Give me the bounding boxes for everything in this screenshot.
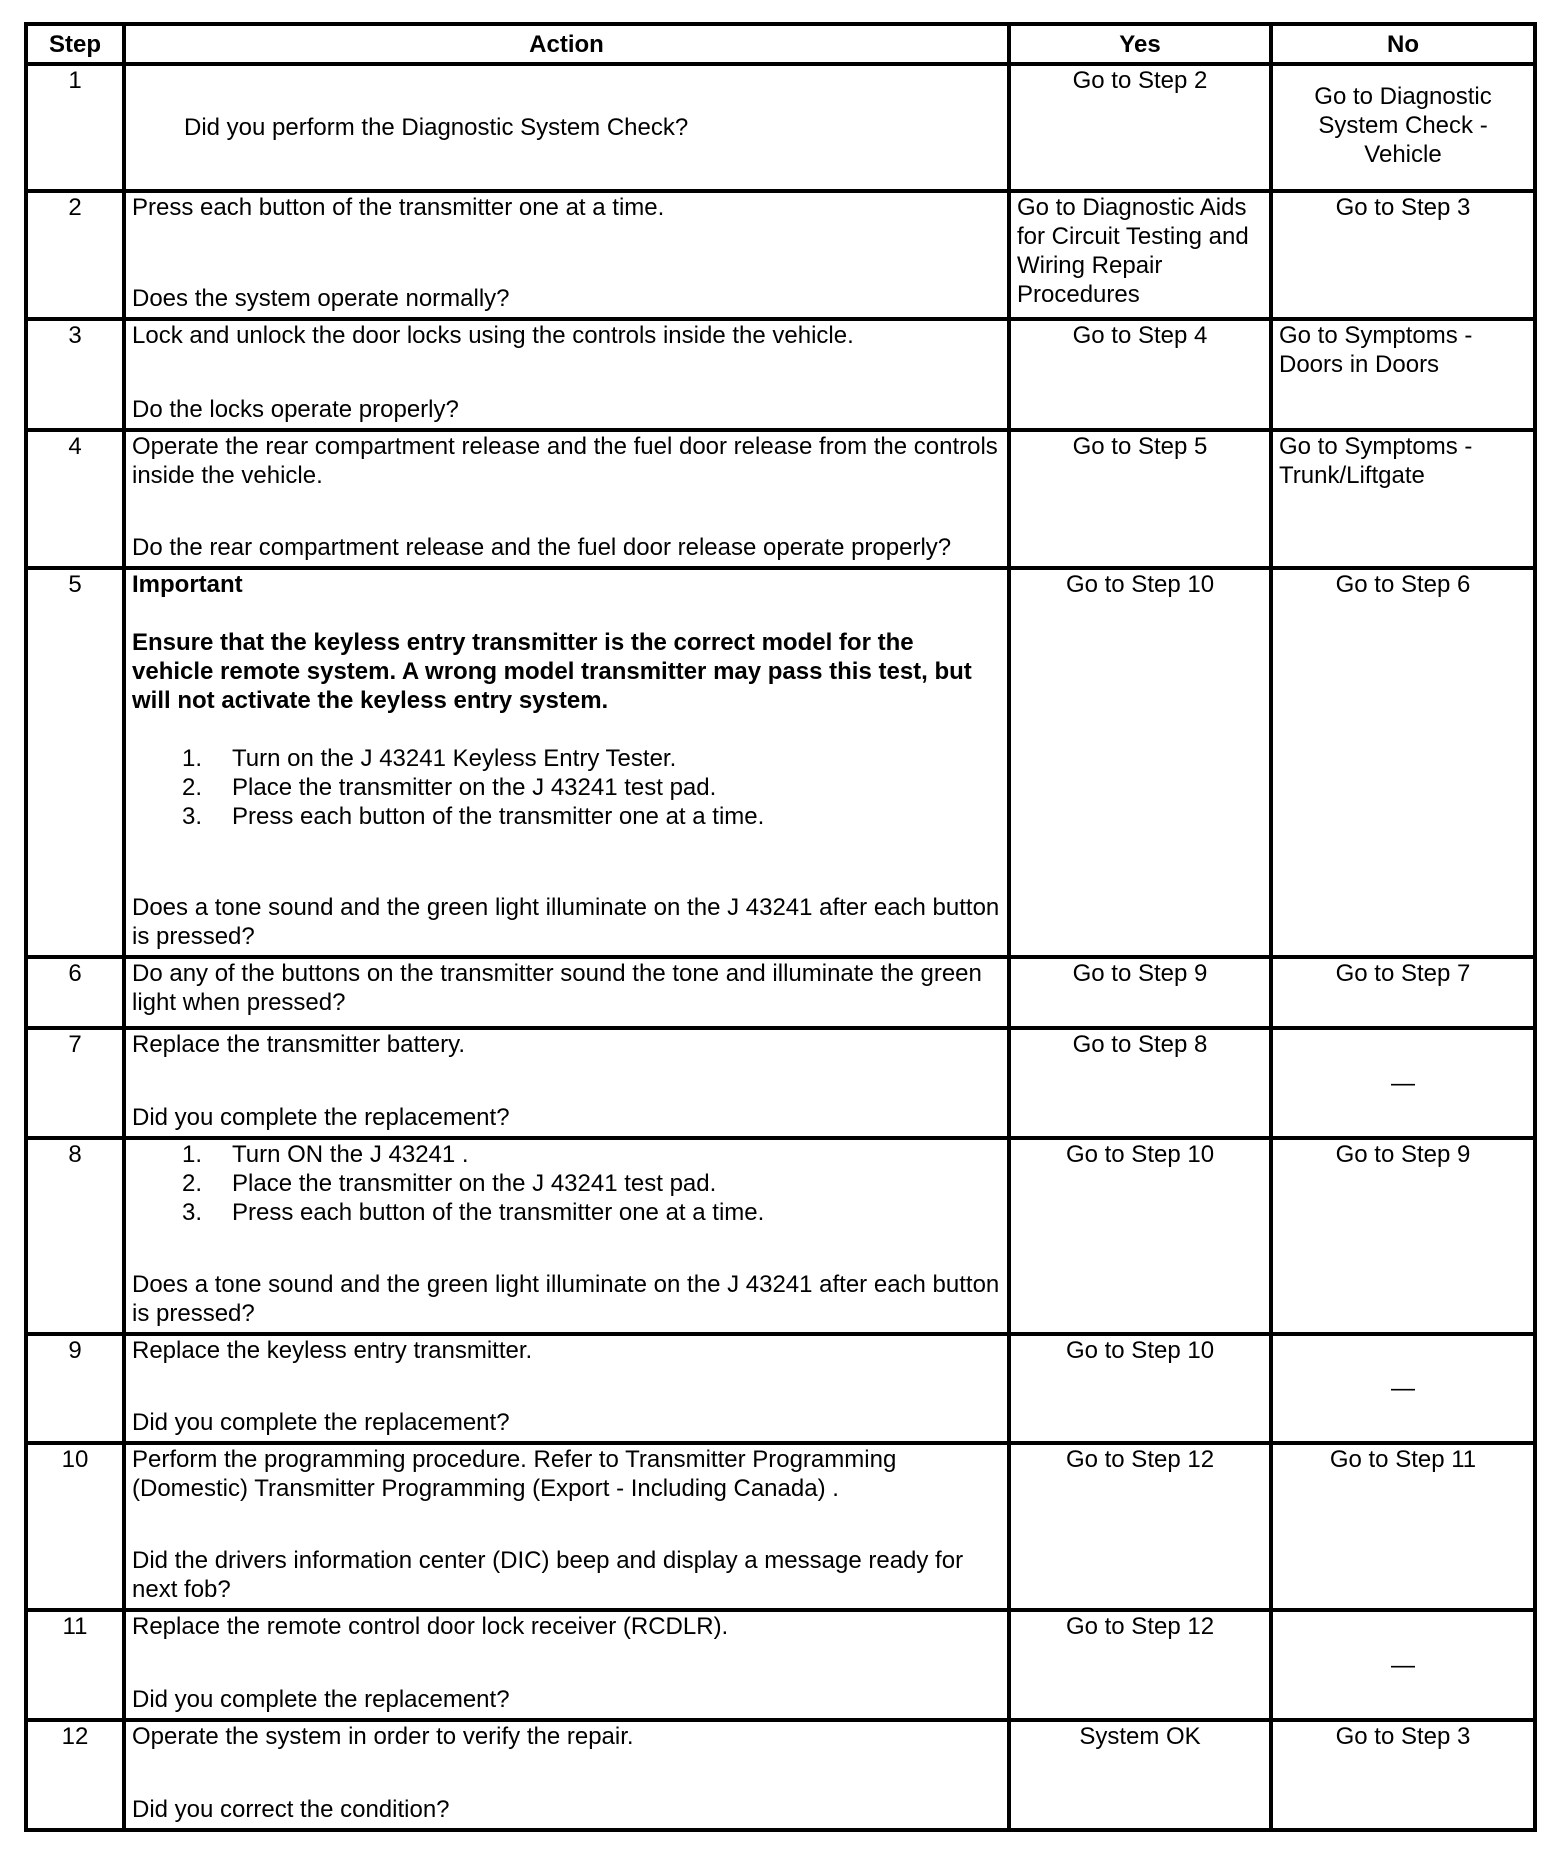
action-cell xyxy=(124,191,1009,319)
list-item: 1. Turn on the J 43241 Keyless Entry Tester. xyxy=(182,745,677,772)
no-cell: Go to Step 7 xyxy=(1271,957,1535,1028)
action-cell xyxy=(124,319,1009,430)
header-step: Step xyxy=(26,24,124,64)
instruction-text: Operate the rear compartment release and the fuel door release from the controls inside the vehicle. xyxy=(132,433,998,489)
no-cell: — xyxy=(1271,1610,1535,1720)
yes-cell: Go to Step 12 xyxy=(1009,1443,1271,1610)
diagnostic-table xyxy=(24,22,1537,1832)
step-number: 9 xyxy=(26,1334,124,1443)
question-text: Did you perform the Diagnostic System Check? xyxy=(184,114,689,141)
header-row xyxy=(26,24,1535,64)
list-item: 3. Press each button of the transmitter one at a time. xyxy=(182,803,765,830)
no-cell: Go to Step 11 xyxy=(1271,1443,1535,1610)
no-cell: — xyxy=(1271,1028,1535,1138)
yes-cell: Go to Step 10 xyxy=(1009,1334,1271,1443)
yes-cell: Go to Step 10 xyxy=(1009,1138,1271,1334)
step-number: 4 xyxy=(26,430,124,568)
question-text: Did you complete the replacement? xyxy=(132,1686,510,1713)
step-number: 7 xyxy=(26,1028,124,1138)
no-cell: — xyxy=(1271,1334,1535,1443)
header-action: Action xyxy=(124,24,1009,64)
list-item: 1. Turn ON the J 43241 . xyxy=(182,1141,469,1168)
no-cell: Go to Symptoms - Trunk/Liftgate xyxy=(1271,430,1535,568)
procedure-list xyxy=(132,744,1001,831)
question-text: Did the drivers information center (DIC) beep and display a message ready for next fob? xyxy=(132,1547,964,1603)
no-cell: Go to Step 6 xyxy=(1271,568,1535,957)
action-cell xyxy=(124,430,1009,568)
no-cell: Go to Diagnostic System Check - Vehicle xyxy=(1271,64,1535,191)
no-cell: Go to Step 3 xyxy=(1271,191,1535,319)
action-cell xyxy=(124,1334,1009,1443)
no-cell: Go to Symptoms - Doors in Doors xyxy=(1271,319,1535,430)
question-text: Does the system operate normally? xyxy=(132,285,510,312)
step-number: 6 xyxy=(26,957,124,1028)
action-cell xyxy=(124,957,1009,1028)
action-cell xyxy=(124,1720,1009,1830)
question-text: Does a tone sound and the green light illuminate on the J 43241 after each button is pressed? xyxy=(132,894,1000,950)
yes-cell: Go to Step 10 xyxy=(1009,568,1271,957)
table-row xyxy=(26,191,1535,319)
instruction-text: Lock and unlock the door locks using the controls inside the vehicle. xyxy=(132,322,854,349)
table-row xyxy=(26,1720,1535,1830)
table-row xyxy=(26,1443,1535,1610)
question-text: Do the rear compartment release and the fuel door release operate properly? xyxy=(132,534,952,561)
step-number: 1 xyxy=(26,64,124,191)
question-text: Do any of the buttons on the transmitter sound the tone and illuminate the green light when pressed? xyxy=(132,960,982,1016)
step-number: 10 xyxy=(26,1443,124,1610)
table-row xyxy=(26,1138,1535,1334)
question-text: Did you complete the replacement? xyxy=(132,1409,510,1436)
question-text: Did you correct the condition? xyxy=(132,1796,450,1823)
table-row xyxy=(26,319,1535,430)
table-row xyxy=(26,64,1535,191)
step-number: 12 xyxy=(26,1720,124,1830)
instruction-text: Perform the programming procedure. Refer to Transmitter Programming (Domestic) Transmitter Programming (Export - Including Canada) . xyxy=(132,1446,897,1502)
table-row xyxy=(26,430,1535,568)
table-row xyxy=(26,568,1535,957)
procedure-list xyxy=(132,1140,1001,1227)
question-text: Does a tone sound and the green light illuminate on the J 43241 after each button is pressed? xyxy=(132,1271,1000,1327)
action-cell xyxy=(124,1443,1009,1610)
yes-cell: Go to Step 9 xyxy=(1009,957,1271,1028)
header-yes: Yes xyxy=(1009,24,1271,64)
list-item: 2. Place the transmitter on the J 43241 test pad. xyxy=(182,774,717,801)
action-cell xyxy=(124,1610,1009,1720)
important-text: Ensure that the keyless entry transmitter is the correct model for the vehicle remote system. A wrong model transmitter may pass this test, but will not activate the keyless entry system. xyxy=(132,629,972,714)
yes-cell: Go to Diagnostic Aids for Circuit Testing and Wiring Repair Procedures xyxy=(1009,191,1271,319)
table-row xyxy=(26,957,1535,1028)
list-item: 3. Press each button of the transmitter one at a time. xyxy=(182,1199,765,1226)
yes-cell: Go to Step 4 xyxy=(1009,319,1271,430)
instruction-text: Replace the remote control door lock receiver (RCDLR). xyxy=(132,1613,729,1640)
question-text: Did you complete the replacement? xyxy=(132,1104,510,1131)
yes-cell: Go to Step 2 xyxy=(1009,64,1271,191)
step-number: 8 xyxy=(26,1138,124,1334)
action-cell xyxy=(124,1138,1009,1334)
no-cell: Go to Step 9 xyxy=(1271,1138,1535,1334)
instruction-text: Replace the transmitter battery. xyxy=(132,1031,466,1058)
table-row xyxy=(26,1334,1535,1443)
yes-cell: Go to Step 12 xyxy=(1009,1610,1271,1720)
step-number: 5 xyxy=(26,568,124,957)
instruction-text: Replace the keyless entry transmitter. xyxy=(132,1337,533,1364)
step-number: 3 xyxy=(26,319,124,430)
header-no: No xyxy=(1271,24,1535,64)
step-number: 11 xyxy=(26,1610,124,1720)
question-text: Do the locks operate properly? xyxy=(132,396,459,423)
important-label: Important xyxy=(132,571,243,598)
instruction-text: Operate the system in order to verify the repair. xyxy=(132,1723,634,1750)
instruction-text: Press each button of the transmitter one at a time. xyxy=(132,194,665,221)
table-row xyxy=(26,1610,1535,1720)
yes-cell: Go to Step 5 xyxy=(1009,430,1271,568)
action-cell xyxy=(124,64,1009,191)
table-row xyxy=(26,1028,1535,1138)
no-cell: Go to Step 3 xyxy=(1271,1720,1535,1830)
step-number: 2 xyxy=(26,191,124,319)
action-cell xyxy=(124,568,1009,957)
list-item: 2. Place the transmitter on the J 43241 test pad. xyxy=(182,1170,717,1197)
action-cell xyxy=(124,1028,1009,1138)
yes-cell: System OK xyxy=(1009,1720,1271,1830)
yes-cell: Go to Step 8 xyxy=(1009,1028,1271,1138)
